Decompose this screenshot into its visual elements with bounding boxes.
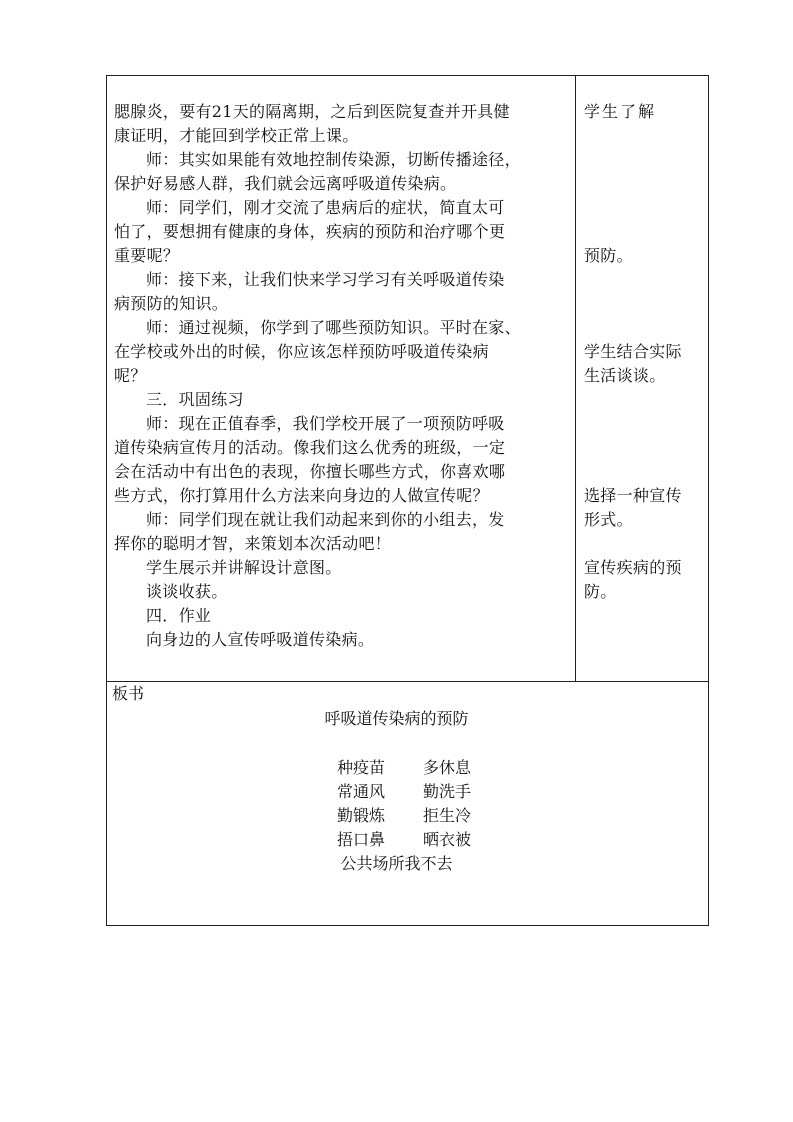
blackboard-item: 种疫苗 — [337, 758, 386, 777]
blackboard-item: 常通风 — [337, 782, 386, 801]
student-note: 防。 — [584, 582, 617, 601]
blackboard-last-line: 公共场所我不去 — [340, 854, 453, 873]
lesson-line: 挥你的聪明才智，来策划本次活动吧！ — [114, 534, 392, 553]
lesson-line: 呢？ — [114, 366, 147, 385]
blackboard-label: 板书 — [112, 684, 145, 703]
lesson-line: 谈谈收获。 — [146, 582, 228, 601]
section-heading: 三．巩固练习 — [146, 390, 244, 409]
lesson-line: 保护好易感人群，我们就会远离呼吸道传染病。 — [114, 174, 457, 193]
student-note: 学生了解 — [584, 102, 657, 121]
lesson-line: 学生展示并讲解设计意图。 — [146, 558, 342, 577]
student-note: 预防。 — [584, 246, 633, 265]
lesson-line: 腮腺炎，要有21天的隔离期，之后到医院复查并开具健 — [114, 102, 510, 121]
blackboard-item: 勤锻炼 — [337, 806, 386, 825]
lesson-line: 些方式，你打算用什么方法来向身边的人做宣传呢？ — [114, 486, 489, 505]
lesson-line: 向身边的人宣传呼吸道传染病。 — [146, 630, 375, 649]
blackboard-item: 捂口鼻 — [337, 830, 386, 849]
lesson-line: 重要呢？ — [114, 246, 180, 265]
row-divider — [106, 681, 709, 682]
lesson-line: 师：其实如果能有效地控制传染源，切断传播途径， — [146, 150, 521, 169]
section-heading: 四．作业 — [146, 606, 212, 625]
student-note: 形式。 — [584, 510, 633, 529]
student-note: 选择一种宣传 — [584, 486, 682, 505]
lesson-line: 道传染病宣传月的活动。像我们这么优秀的班级，一定 — [114, 438, 506, 457]
blackboard-item: 多休息 — [423, 758, 472, 777]
lesson-line: 怕了，要想拥有健康的身体，疾病的预防和治疗哪个更 — [114, 222, 506, 241]
lesson-line: 师：同学们，刚才交流了患病后的症状，简直太可 — [146, 198, 505, 217]
lesson-line: 师：现在正值春季，我们学校开展了一项预防呼吸 — [146, 414, 505, 433]
lesson-line: 师：接下来，让我们快来学习学习有关呼吸道传染 — [146, 270, 505, 289]
blackboard-item: 勤洗手 — [423, 782, 472, 801]
lesson-line: 师：通过视频，你学到了哪些预防知识。平时在家、 — [146, 318, 521, 337]
lesson-line: 在学校或外出的时候，你应该怎样预防呼吸道传染病 — [114, 342, 489, 361]
lesson-line: 师：同学们现在就让我们动起来到你的小组去，发 — [146, 510, 505, 529]
column-divider — [575, 75, 576, 682]
lesson-line: 康证明，才能回到学校正常上课。 — [114, 126, 359, 145]
blackboard-item: 拒生冷 — [423, 806, 472, 825]
blackboard-title: 呼吸道传染病的预防 — [324, 709, 469, 728]
student-note: 宣传疾病的预 — [584, 558, 682, 577]
blackboard-item: 晒衣被 — [423, 830, 472, 849]
student-note: 学生结合实际 — [584, 342, 682, 361]
student-note: 生活谈谈。 — [584, 366, 666, 385]
lesson-line: 会在活动中有出色的表现，你擅长哪些方式，你喜欢哪 — [114, 462, 506, 481]
lesson-line: 病预防的知识。 — [114, 294, 229, 313]
